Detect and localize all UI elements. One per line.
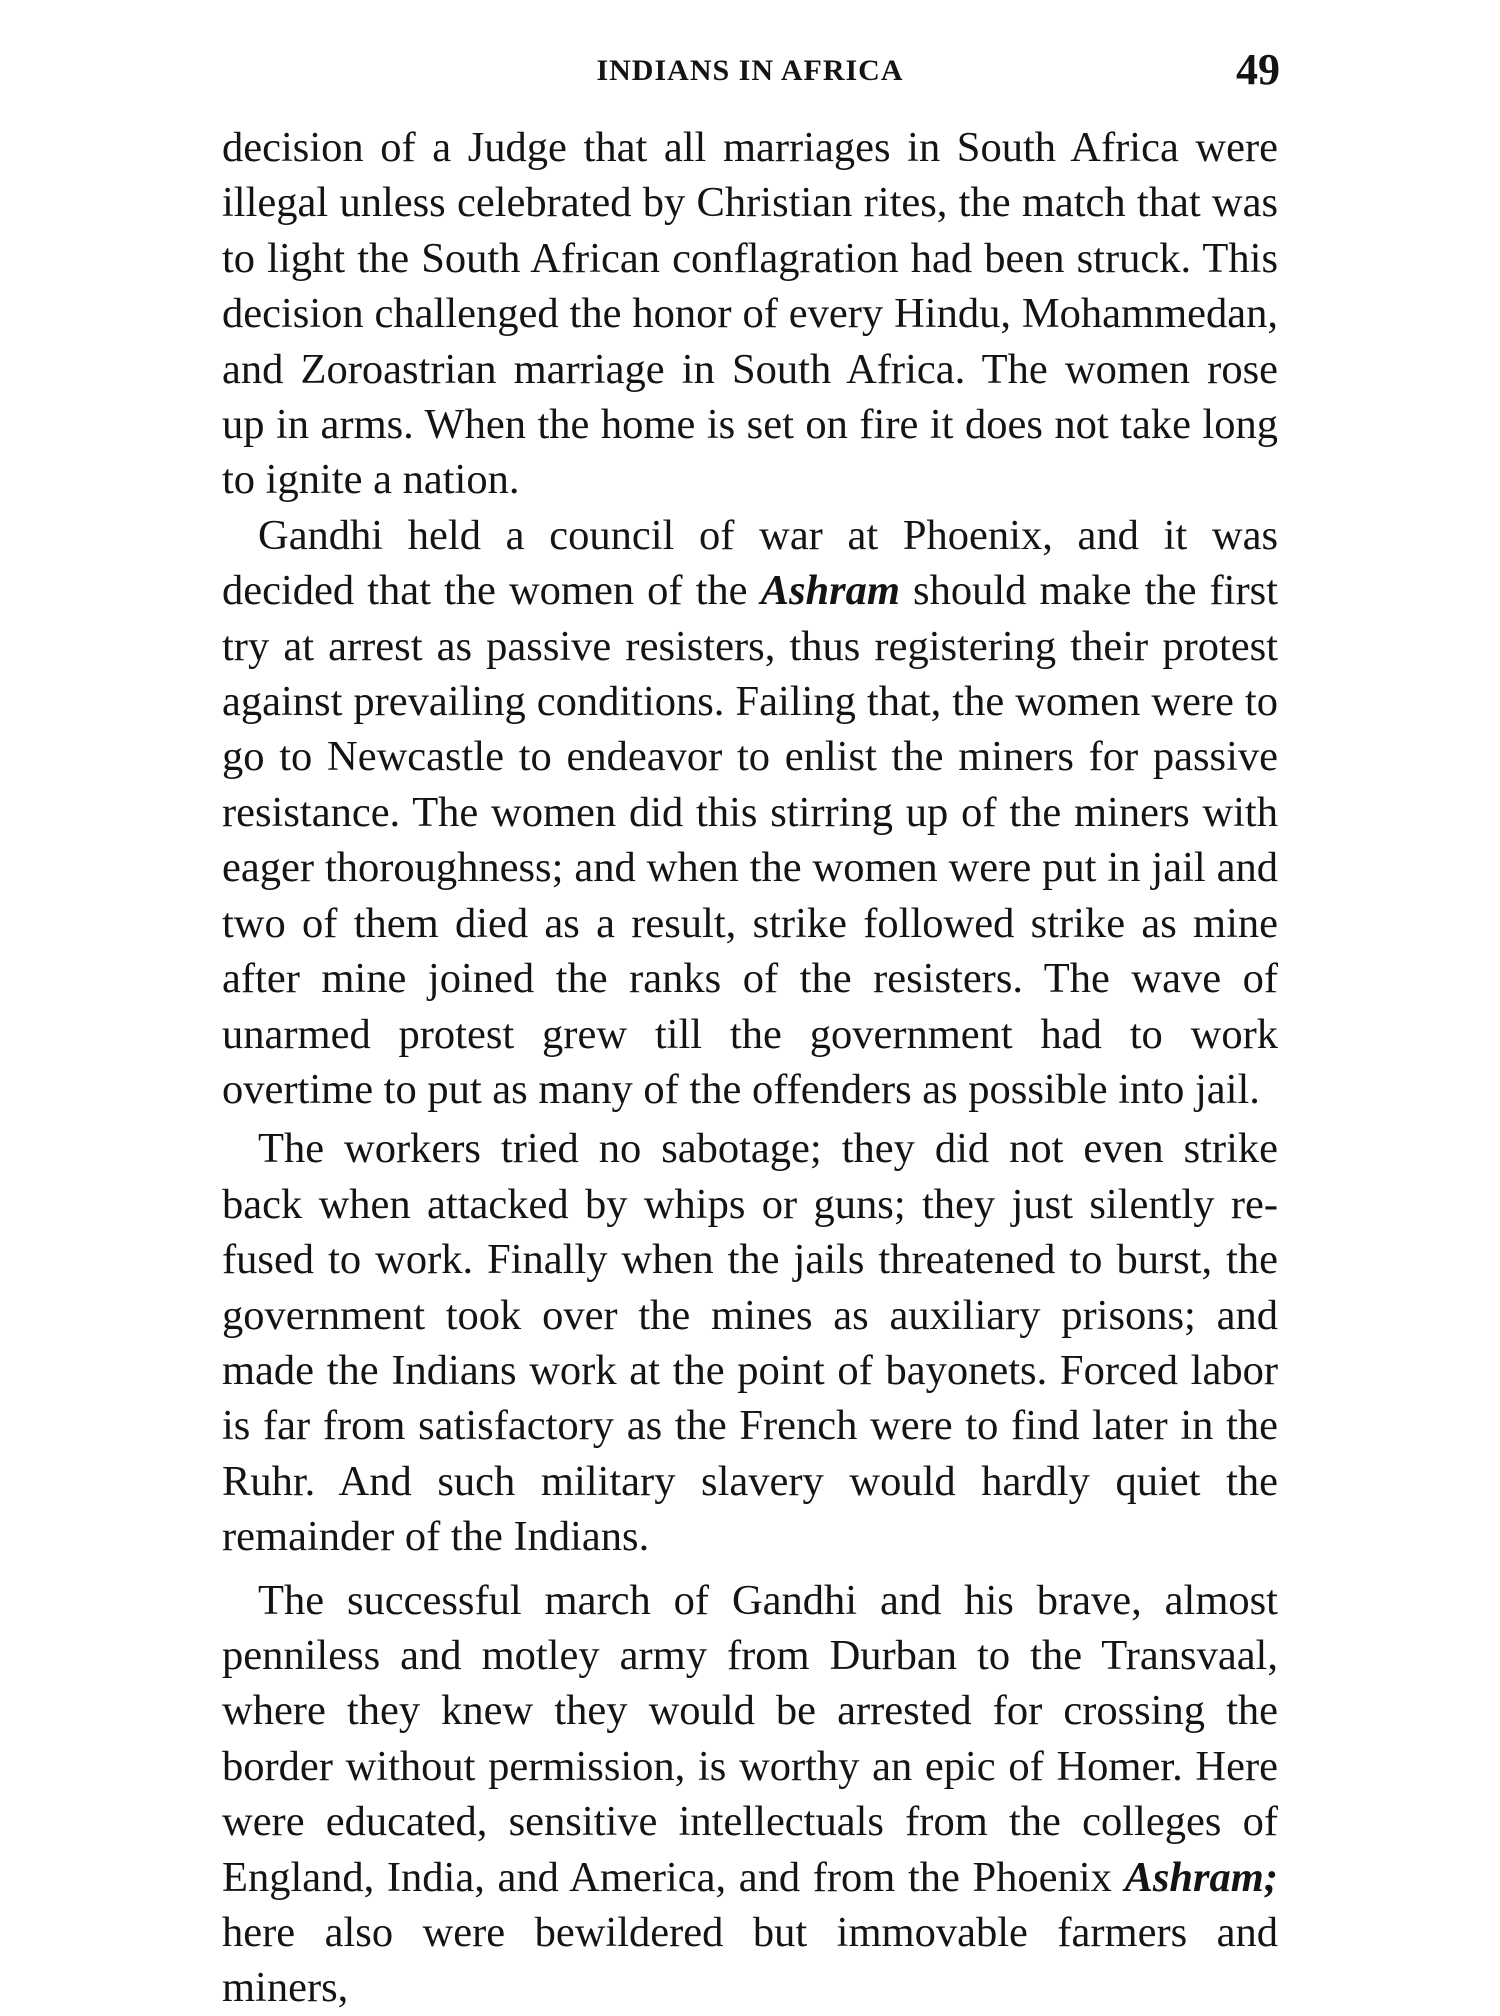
running-title: INDIANS IN AFRICA bbox=[596, 54, 904, 87]
body-text bbox=[222, 120, 1278, 2016]
page-number: 49 bbox=[1236, 45, 1280, 94]
paragraph-3 bbox=[222, 1121, 1278, 1564]
running-head bbox=[220, 45, 1280, 100]
paragraph-4 bbox=[222, 1573, 1278, 2016]
paragraph-1-text: decision of a Judge that all marriages in South Africa were illegal unless celebrated by Christian rites, the match that was to light the South African conflagration had been struck. This decision challenged the honor of every Hindu, Mohammedan, and Zoroastrian marriage in South Africa. The women rose up in arms. When the home is set on fire it does not take long to ignite a nation. bbox=[222, 124, 1278, 504]
italic-term-ashram: Ashram bbox=[760, 567, 900, 615]
paragraph-4-text-b: here also were bewildered but immovable farmers and miners, bbox=[222, 1909, 1278, 2012]
paragraph-3-text: The workers tried no sabotage; they did not even strike back when attacked by whips or guns; they just silently refused to work. Finally when the jails threatened to burst, the government took over the mines as auxiliary prisons; and made the Indians work at the point of bayonets. Forced labor is far from satisfactory as the French were to find later in the Ruhr. And such military slavery would hardly quiet the remainder of the Indians. bbox=[222, 1125, 1278, 1561]
paragraph-4-text-a: The successful march of Gandhi and his brave, almost penniless and motley army from Durban to the Transvaal, where they knew they would be arrested for crossing the border without permission, is worthy an epic of Homer. Here were educated, sensitive intellectuals from the colleges of England, India, and America, and from the Phoenix bbox=[222, 1576, 1278, 1901]
paragraph-1 bbox=[222, 120, 1278, 508]
paragraph-2 bbox=[222, 508, 1278, 1117]
paragraph-2-text-a: Gandhi held a council of war at Phoenix, and it was decided that the women of the bbox=[222, 511, 1278, 615]
paragraph-2-text-b: should make the first try at arrest as passive resisters, thus registering their protest against prevailing conditions. Failing that, the women were to go to Newcastle to endeavor to enlist the miners for passive resistance. The women did this stirring up of the miners with eager thoroughness; and when the women were put in jail and two of them died as a result, strike followed strike as mine after mine joined the ranks of the resisters. The wave of unarmed protest grew till the government had to work overtime to put as many of the offenders as possible into jail. bbox=[222, 567, 1278, 1113]
italic-term-ashram-2: Ashram; bbox=[1124, 1853, 1278, 1901]
